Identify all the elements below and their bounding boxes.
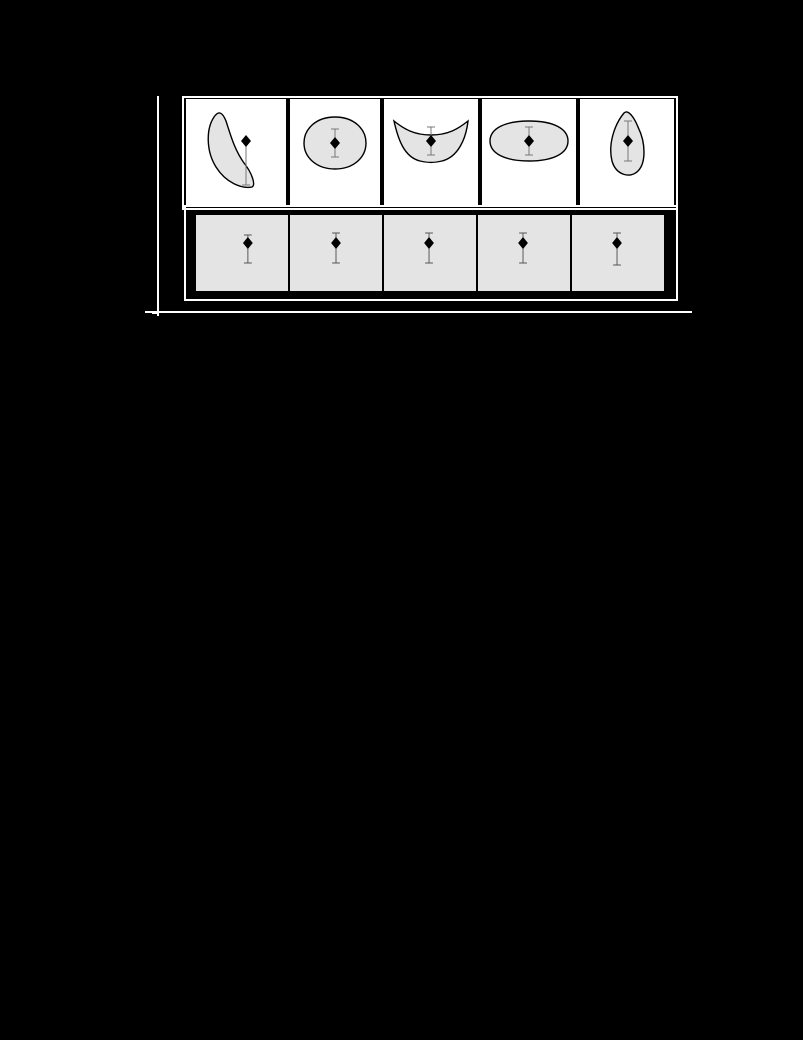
violin-cell-group-4[interactable]	[482, 99, 576, 207]
violin-cell-group-1[interactable]	[186, 99, 286, 207]
box-cell-group-2[interactable]	[289, 215, 383, 291]
x-axis-line	[145, 311, 692, 313]
violin-shape-group-4	[482, 99, 576, 207]
y-axis-line	[157, 96, 159, 316]
box-marker-group-1	[196, 215, 288, 291]
box-marker-group-4	[478, 215, 570, 291]
violin-row	[186, 99, 678, 207]
violin-shape-group-1	[186, 99, 286, 207]
box-marker-group-3	[384, 215, 476, 291]
box-cell-group-4[interactable]	[477, 215, 571, 291]
box-marker-group-5	[572, 215, 664, 291]
box-cell-group-3[interactable]	[383, 215, 477, 291]
violin-cell-group-3[interactable]	[384, 99, 478, 207]
box-marker-group-2	[290, 215, 382, 291]
box-cell-group-1[interactable]	[195, 215, 289, 291]
box-row	[195, 215, 665, 291]
violin-cell-group-5[interactable]	[580, 99, 674, 207]
box-cell-group-5[interactable]	[571, 215, 665, 291]
violin-shape-group-5	[580, 99, 674, 207]
violin-cell-group-2[interactable]	[290, 99, 380, 207]
violin-shape-group-2	[290, 99, 380, 207]
violin-shape-group-3	[384, 99, 478, 207]
